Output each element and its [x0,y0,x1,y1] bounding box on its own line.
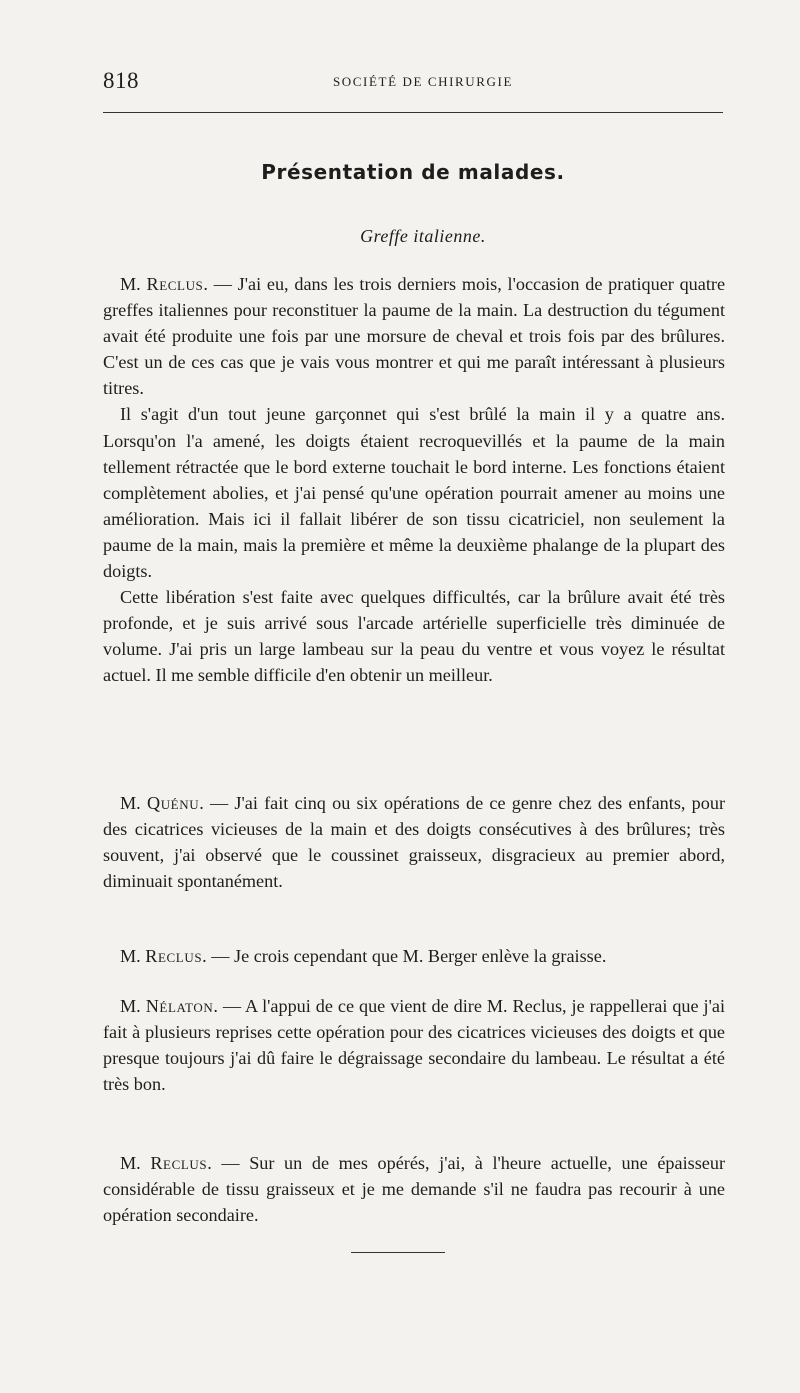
speaker-title: M. [120,274,147,294]
paragraph-text: Je crois cependant que M. Berger enlève la graisse. [234,946,607,966]
speaker-title: M. [120,1153,151,1173]
speaker-name: Nélaton [145,996,214,1016]
paragraph-reclus-1 [103,271,725,689]
speaker-title: M. [120,996,146,1016]
end-rule [351,1252,445,1253]
speaker-title: M. [120,793,147,813]
speaker-dash: . — [213,996,245,1016]
paragraph-nelaton [103,993,725,1097]
running-title: SOCIÉTÉ DE CHIRURGIE [332,74,514,89]
paragraph-text: A l'appui de ce que vient de dire M. Reclus, je rappellerai que j'ai fait à plusieurs reprises cette opération pour des cicatrices vicieuses des doigts et que presque toujours j'ai dû faire le dégraissage secondaire du lambeau. Le résultat a été très bon. [103,996,726,1095]
paragraph-text: Cette libération s'est faite avec quelques difficultés, car la brûlure avait été très profonde, et je suis arrivé sous l'arcade artérielle superficielle très diminuée de volume. J'ai pris un large lambeau sur la peau du ventre et vous voyez le résultat actuel. Il me semble difficile d'en obtenir un meilleur. [103,587,725,686]
paragraph-text: Il s'agit d'un tout jeune garçonnet qui s'est brûlé la main il y a quatre ans. Lorsqu'on l'a amené, les doigts étaient recroquevillés et la paume de la main tellement rétractée que le bord externe touchait le bord interne. Les fonctions étaient complètement abolies, et j'ai pensé qu'une opération pourrait amener au moins une amélioration. Mais ici il fallait libérer de son tissu cicatriciel, non seulement la paume de la main, mais la première et même la deuxième phalange de la plupart des doigts. [103,404,725,582]
speaker-name: Reclus [145,946,203,966]
speaker-name: Quénu [146,793,200,813]
section-subtitle: Greffe italienne. [360,226,486,246]
speaker-dash: . — [202,946,234,966]
speaker-name: Reclus [150,1153,208,1173]
page-header [103,68,723,98]
speaker-dash: . — [207,1153,250,1173]
header-rule [103,112,723,113]
speaker-name: Reclus [146,274,204,294]
paragraph-text: J'ai eu, dans les trois derniers mois, l'occasion de pratiquer quatre greffes italiennes pour reconstituer la paume de la main. La destruction du tégument avait été produite une fois par une morsure de cheval et trois fois par des brûlures. C'est un de ces cas que je vais vous montrer et qui me paraît intéressant à plusieurs titres. [103,274,726,399]
page-number: 818 [103,68,139,93]
speaker-dash: . — [203,274,238,294]
paragraph-text: J'ai fait cinq ou six opérations de ce genre chez des enfants, pour des cicatrices vicieuses de la main et des doigts consécutives à des brûlures; très souvent, j'ai observé que le coussinet graisseux, disgracieux au premier abord, diminuait spontanément. [103,793,726,892]
paragraph-reclus-2 [103,943,725,969]
section-title: Présentation de malades. [261,160,565,184]
paragraph-text: Sur un de mes opérés, j'ai, à l'heure actuelle, une épaisseur considérable de tissu graisseux et je me demande s'il ne faudra pas recourir à une opération secondaire. [103,1153,726,1226]
paragraph-reclus-3 [103,1150,725,1228]
speaker-title: M. [120,946,146,966]
speaker-dash: . — [199,793,235,813]
paragraph-quenu [103,790,725,894]
